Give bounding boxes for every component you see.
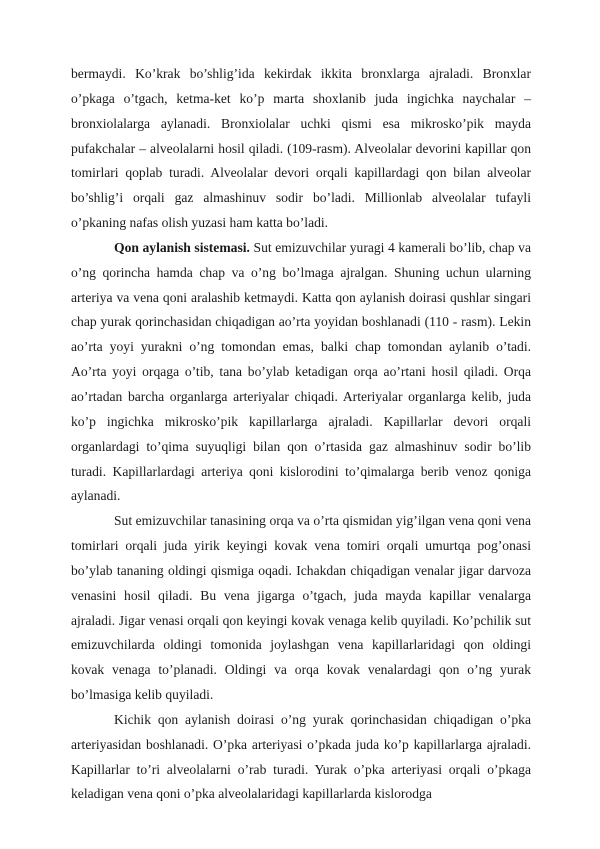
paragraph-text: Kichik qon aylanish doirasi o’ng yurak qorinchasidan chiqadigan o’pka arteriyasidan boshlanadi. O’pka arteriyasi o’pkada juda ko’p kapillarlarga ajraladi. Kapillarlar to’ri alveolalarni o’rab turadi. Yurak o’pka arteriyasi orqali o’pkaga keladigan vena qoni o’pka alveolalaridagi kapillarlarda kislorodga xyxy=(71,711,531,802)
paragraph-circulation-system xyxy=(71,236,531,509)
document-page xyxy=(71,62,531,807)
paragraph-text: Sut emizuvchilar yuragi 4 kamerali bo’lib, chap va o’ng qorincha hamda chap va o’ng bo’lmaga ajralgan. Shuning uchun ularning arteriya va vena qoni aralashib ketmaydi. Katta qon aylanish doirasi qushlar singari chap yurak qorinchasidan chiqadigan ao’rta yoyidan boshlanadi (110 - rasm). Lekin ao’rta yoyi yurakni o’ng tomondan emas, balki chap tomondan aylanib o’tadi. Ao’rta yoyi orqaga o’tib, tana bo’ylab ketadigan orqa ao’rtani hosil qiladi. Orqa ao’rtadan barcha organlarga arteriyalar chiqadi. Arteriyalar organlarga kelib, juda ko’p ingichka mikrosko’pik kapillarlarga ajraladi. Kapillarlar devori orqali organlardagi to’qima suyuqligi bilan qon o’rtasida gaz almashinuv sodir bo’lib turadi. Kapillarlardagi arteriya qoni kislorodini to’qimalarga berib venoz qoniga aylanadi. xyxy=(71,239,532,504)
section-heading: Qon aylanish sistemasi. xyxy=(114,239,250,255)
paragraph-text: Sut emizuvchilar tanasining orqa va o’rta qismidan yig’ilgan vena qoni vena tomirlari orqali juda yirik keyingi kovak vena tomiri orqali umurtqa pog’onasi bo’ylab tananing oldingi qismiga oqadi. Ichakdan chiqadigan venalar jigar darvoza venasini hosil qiladi. Bu vena jigarga o’tgach, juda mayda kapillar venalarga ajraladi. Jigar venasi orqali qon keyingi kovak venaga kelib quyiladi. Ko’pchilik sut emizuvchilarda oldingi tomonida joylashgan vena kapillarlaridagi qon oldingi kovak venaga to’planadi. Oldingi va orqa kovak venalardagi qon o’ng yurak bo’lmasiga kelib quyiladi. xyxy=(71,513,531,703)
paragraph-respiration-end xyxy=(71,62,531,236)
paragraph-pulmonary-circulation xyxy=(71,708,531,807)
paragraph-text: bermaydi. Ko’krak bo’shlig’ida kekirdak ikkita bronxlarga ajraladi. Bronxlar o’pkaga o’tgach, ketma-ket ko’p marta shoxlanib juda ingichka naychalar – bronxiolalarga aylanadi. Bronxiolalar uchki qismi esa mikrosko’pik mayda pufakchalar – alveolalarni hosil qiladi. (109-rasm). Alveolalar devorini kapillar qon tomirlari qoplab turadi. Alveolalar devori orqali kapillardagi qon bilan alveolar bo’shlig’i orqali gaz almashinuv sodir bo’ladi. Millionlab alveolalar tufayli o’pkaning nafas olish yuzasi ham katta bo’ladi. xyxy=(71,66,531,231)
paragraph-venous-return xyxy=(71,509,531,708)
